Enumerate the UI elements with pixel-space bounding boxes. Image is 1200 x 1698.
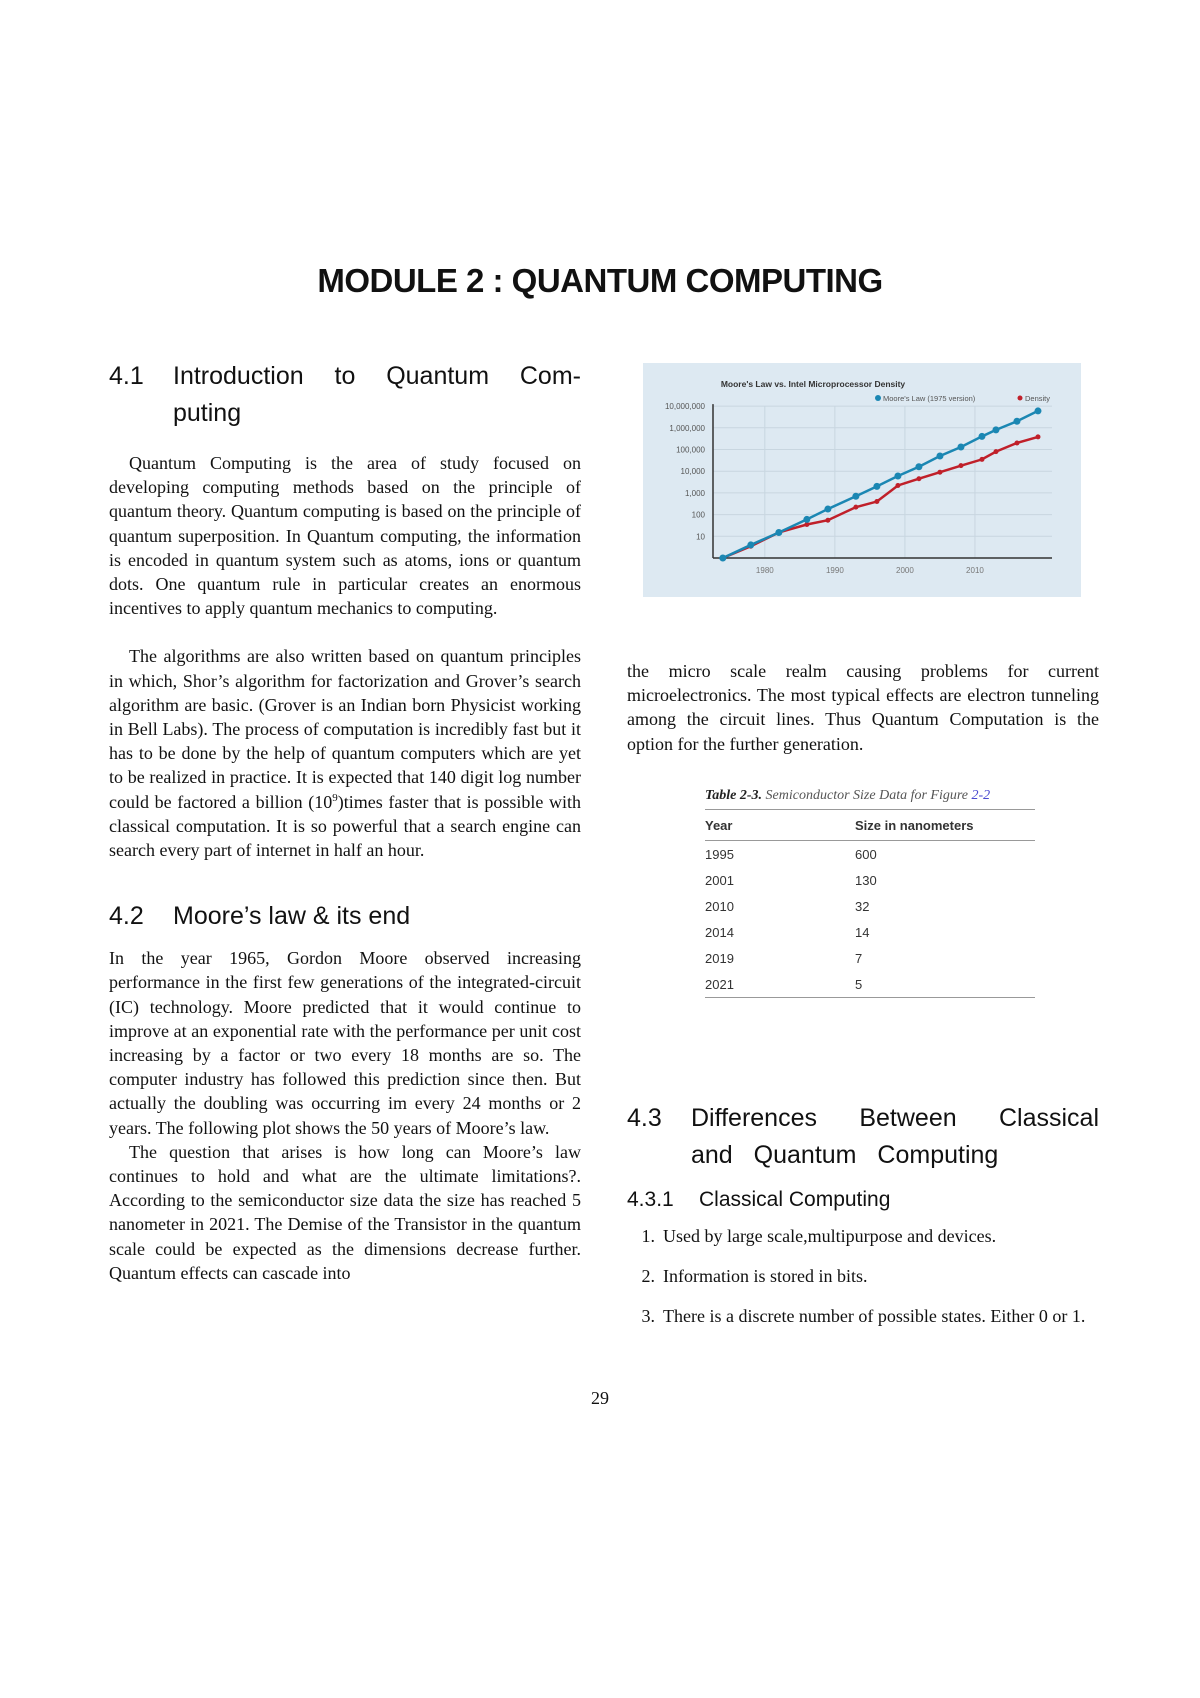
data-point <box>993 449 998 454</box>
right-column-text <box>627 659 1099 756</box>
figure-reference-link[interactable]: 2-2 <box>971 788 991 803</box>
legend-label: Density <box>1025 394 1051 403</box>
table-row <box>705 893 1035 919</box>
y-tick-label: 100,000 <box>676 445 705 455</box>
table-header: Year Size in nanometers <box>705 810 1035 841</box>
legend-marker-moores-law <box>875 395 881 401</box>
chart-svg <box>643 363 1081 597</box>
list-item: 3. There is a discrete number of possible states. Either 0 or 1. <box>641 1306 1086 1326</box>
list-item: 2. Information is stored in bits. <box>641 1266 868 1286</box>
y-tick-label: 10 <box>696 532 705 542</box>
table-row <box>705 945 1035 971</box>
table-cell: 7 <box>855 950 863 966</box>
table-cell: 2010 <box>705 898 734 914</box>
classical-computing-list <box>627 1224 1099 1328</box>
table-cell: 130 <box>855 872 877 888</box>
data-point <box>1035 434 1040 439</box>
x-tick-label: 2010 <box>966 566 984 575</box>
data-point <box>958 463 963 468</box>
table-cell: 14 <box>855 924 870 940</box>
data-point <box>1034 407 1041 414</box>
data-point <box>978 433 985 440</box>
semiconductor-size-table <box>705 788 1035 998</box>
module-title: MODULE 2 : QUANTUM COMPUTING <box>317 262 883 299</box>
paragraph: The algorithms are also written based on quantum principles in which, Shor’s algorithm for factorization and Grover’s search algorithm are basic. (Grover is an Indian born Physicist working in Bell Labs). The process of computation is incredibly fast but it has to be done by the help of quantum computers which are yet to be realized in practice. It is expected that 140 digit log number could be factored a billion $(10^9)times$ faster that is possible with classical computation. It is so powerful that a search engine can search every part of internet in half an hour. <box>109 646 581 861</box>
data-point <box>1013 418 1020 425</box>
table-cell: 32 <box>855 898 870 914</box>
moores-law-chart <box>643 363 1081 597</box>
data-point <box>775 529 782 536</box>
data-point <box>895 483 900 488</box>
section-4-2-heading: 4.2 Moore’s law & its end <box>109 902 411 931</box>
data-point <box>825 518 830 523</box>
y-tick-label: 100 <box>691 510 705 520</box>
data-point <box>916 476 921 481</box>
table-row <box>705 841 1035 867</box>
table-caption: Table 2-3. Semiconductor Size Data for Figure 2-2 <box>705 788 1035 810</box>
subsection-4-3-1-heading: 4.3.1 Classical Computing <box>627 1188 891 1211</box>
table-row <box>705 971 1035 998</box>
table-cell: 600 <box>855 846 877 862</box>
legend-label: Moore's Law (1975 version) <box>883 394 976 403</box>
data-point <box>719 555 726 562</box>
chart-title: Moore's Law vs. Intel Microprocessor Density <box>720 379 906 389</box>
data-point <box>937 470 942 475</box>
data-point <box>873 483 880 490</box>
table-cell: 2019 <box>705 950 734 966</box>
data-point <box>852 493 859 500</box>
data-point <box>979 457 984 462</box>
table-row <box>705 919 1035 945</box>
data-point <box>747 541 754 548</box>
data-point <box>1014 440 1019 445</box>
series-line <box>723 437 1038 558</box>
legend-marker-density <box>1018 396 1023 401</box>
data-point <box>915 463 922 470</box>
list-item: 1. Used by large scale,multipurpose and devices. <box>641 1226 997 1246</box>
data-point <box>803 516 810 523</box>
x-tick-label: 2000 <box>896 566 914 575</box>
section-4-3-heading: 4.3 Differences Between Classical and Quantum Computing <box>627 1104 1099 1169</box>
table-cell: 1995 <box>705 846 734 862</box>
data-point <box>992 426 999 433</box>
y-tick-label: 1,000,000 <box>669 423 705 433</box>
paragraph: In the year 1965, Gordon Moore observed increasing performance in the first few generations of the integrated-circuit (IC) technology. Moore predicted that it would continue to improve at an exponential rate with the performance per unit cost increasing by a factor or two every 18 months are so. The computer industry has followed this prediction since then. But actually the doubling was occurring im every 24 months or 2 years. The following plot shows the 50 years of Moore’s law. <box>109 948 581 1138</box>
y-tick-label: 1,000 <box>684 488 705 498</box>
section-4-1-heading: 4.1 Introduction to Quantum Com- puting <box>109 362 581 427</box>
table-cell: 2021 <box>705 976 734 992</box>
table-row <box>705 867 1035 893</box>
x-tick-label: 1980 <box>755 566 774 575</box>
table-cell: 5 <box>855 976 863 992</box>
table-cell: 2001 <box>705 872 734 888</box>
paragraph: the micro scale realm causing problems for current microelectronics. The most typical effects are electron tunneling among the circuit lines. Thus Quantum Computation is the option for the further generation. <box>627 661 1099 754</box>
x-tick-label: 1990 <box>825 566 844 575</box>
table-cell: 2014 <box>705 924 734 940</box>
left-column <box>109 358 581 1285</box>
page-number: 29 <box>591 1388 609 1408</box>
data-point <box>894 473 901 480</box>
data-point <box>874 499 879 504</box>
paragraph: The question that arises is how long can Moore’s law continues to hold and what are the ultimate limitations?. According to the semiconductor size data the size has reached 5 nanometer in 2021. The Demise of the Transistor in the quantum scale could be expected as the dimensions decrease further. Quantum effects can cascade into <box>109 1141 581 1283</box>
y-tick-label: 10,000 <box>680 467 705 477</box>
data-point <box>853 505 858 510</box>
y-tick-label: 10,000,000 <box>664 402 705 412</box>
data-point <box>824 506 831 513</box>
data-point <box>936 453 943 460</box>
paragraph: Quantum Computing is the area of study focused on developing computing methods based on the principle of quantum theory. Quantum computing is based on the principle of quantum superposition. In Quantum computing, the information is encoded in quantum system such as atoms, ions or quantum dots. One quantum rule in particular creates an enormous incentives to apply quantum mechanics to computing. <box>109 453 581 619</box>
section-4-3 <box>627 1100 1099 1344</box>
data-point <box>957 444 964 451</box>
